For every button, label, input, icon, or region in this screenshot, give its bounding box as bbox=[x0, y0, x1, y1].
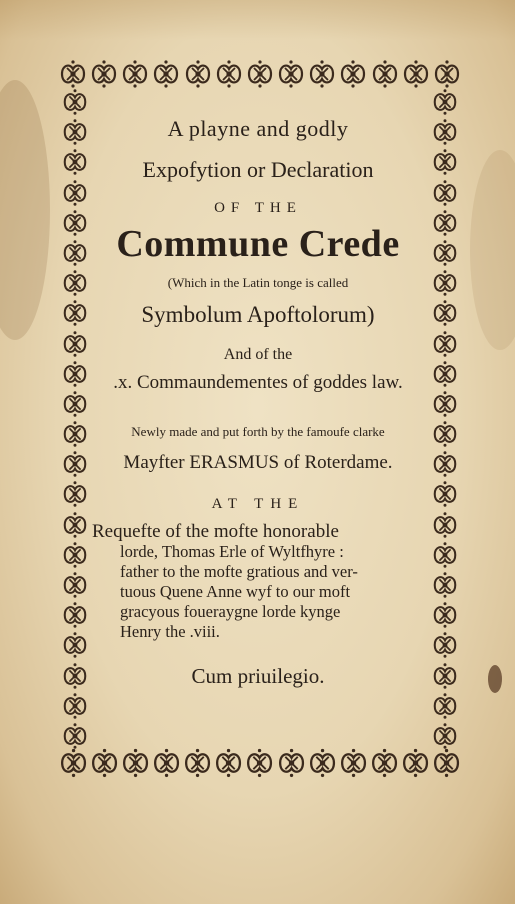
fleuron-knot-icon bbox=[307, 59, 337, 89]
fleuron-knot-icon bbox=[431, 88, 459, 116]
fleuron-knot-icon bbox=[431, 360, 459, 388]
fleuron-knot-icon bbox=[431, 330, 459, 358]
fleuron-knot-icon bbox=[431, 118, 459, 146]
fleuron-knot-icon bbox=[276, 59, 306, 89]
fleuron-knot-icon bbox=[431, 239, 459, 267]
fleuron-knot-icon bbox=[61, 118, 89, 146]
fleuron-knot-icon bbox=[245, 59, 275, 89]
fleuron-knot-icon bbox=[89, 59, 119, 89]
fleuron-knot-icon bbox=[431, 722, 459, 750]
fleuron-knot-icon bbox=[61, 360, 89, 388]
fleuron-knot-icon bbox=[183, 59, 213, 89]
dedication-line: Henry the .viii. bbox=[120, 622, 220, 641]
fleuron-knot-icon bbox=[61, 209, 89, 237]
fleuron-knot-icon bbox=[431, 148, 459, 176]
fleuron-knot-icon bbox=[61, 692, 89, 720]
page-edge-shading bbox=[0, 0, 515, 40]
author-name: Mayfter ERASMUS of Roterdame. bbox=[123, 452, 393, 473]
paper-stain bbox=[470, 150, 515, 350]
fleuron-knot-icon bbox=[213, 747, 244, 779]
main-title: Commune Crede bbox=[116, 223, 400, 265]
fleuron-knot-icon bbox=[431, 747, 462, 779]
fleuron-knot-icon bbox=[431, 450, 459, 478]
fleuron-knot-icon bbox=[431, 601, 459, 629]
fleuron-knot-icon bbox=[431, 390, 459, 418]
fleuron-knot-icon bbox=[61, 330, 89, 358]
dedication-line: Requefte of the mofte honorable bbox=[92, 521, 339, 542]
dedication-line: father to the mofte gratious and ver- bbox=[120, 562, 358, 581]
fleuron-knot-icon bbox=[431, 179, 459, 207]
fleuron-knot-icon bbox=[431, 571, 459, 599]
fleuron-knot-icon bbox=[61, 239, 89, 267]
title-line-8: .x. Commaundementes of goddes law. bbox=[113, 372, 403, 393]
fleuron-knot-icon bbox=[431, 209, 459, 237]
privilege-line: Cum priuilegio. bbox=[191, 664, 325, 688]
fleuron-knot-icon bbox=[369, 747, 400, 779]
fleuron-knot-icon bbox=[58, 59, 88, 89]
fleuron-knot-icon bbox=[151, 59, 181, 89]
fleuron-knot-icon bbox=[182, 747, 213, 779]
fleuron-knot-icon bbox=[61, 179, 89, 207]
fleuron-knot-icon bbox=[214, 59, 244, 89]
fleuron-knot-icon bbox=[61, 480, 89, 508]
fleuron-knot-icon bbox=[61, 269, 89, 297]
fleuron-knot-icon bbox=[120, 747, 151, 779]
fleuron-knot-icon bbox=[431, 692, 459, 720]
fleuron-knot-icon bbox=[431, 269, 459, 297]
fleuron-knot-icon bbox=[61, 722, 89, 750]
fleuron-knot-icon bbox=[338, 747, 369, 779]
fleuron-knot-icon bbox=[431, 662, 459, 690]
fleuron-knot-icon bbox=[120, 59, 150, 89]
fleuron-knot-icon bbox=[244, 747, 275, 779]
fleuron-knot-icon bbox=[61, 450, 89, 478]
dedication-line: tuous Quene Anne wyf to our moft bbox=[120, 582, 351, 601]
fleuron-knot-icon bbox=[61, 299, 89, 327]
fleuron-knot-icon bbox=[431, 511, 459, 539]
fleuron-knot-icon bbox=[61, 420, 89, 448]
fleuron-knot-icon bbox=[400, 747, 431, 779]
author-intro: Newly made and put forth by the famoufe clarke bbox=[131, 424, 385, 439]
fleuron-knot-icon bbox=[307, 747, 338, 779]
fleuron-knot-icon bbox=[370, 59, 400, 89]
fleuron-knot-icon bbox=[431, 541, 459, 569]
fleuron-knot-icon bbox=[89, 747, 120, 779]
paper-stain bbox=[0, 80, 50, 340]
fleuron-knot-icon bbox=[432, 59, 462, 89]
fleuron-knot-icon bbox=[431, 631, 459, 659]
title-line-5: (Which in the Latin tonge is called bbox=[167, 275, 349, 290]
fleuron-knot-icon bbox=[431, 480, 459, 508]
fleuron-knot-icon bbox=[58, 747, 89, 779]
fleuron-knot-icon bbox=[276, 747, 307, 779]
title-line-1: A playne and godly bbox=[167, 116, 349, 141]
dedication-line: lorde, Thomas Erle of Wyltfhyre : bbox=[120, 542, 344, 561]
dedication-text bbox=[92, 522, 416, 642]
fleuron-knot-icon bbox=[61, 541, 89, 569]
title-line-3: OF THE bbox=[214, 200, 302, 216]
fleuron-knot-icon bbox=[61, 571, 89, 599]
dedication-heading: AT THE bbox=[211, 496, 305, 512]
fleuron-knot-icon bbox=[431, 299, 459, 327]
dedication-line: gracyous foueraygne lorde kynge bbox=[120, 602, 341, 621]
fleuron-knot-icon bbox=[431, 420, 459, 448]
fleuron-knot-icon bbox=[401, 59, 431, 89]
ornamental-border-right bbox=[428, 88, 462, 750]
fleuron-knot-icon bbox=[61, 631, 89, 659]
title-line-7: And of the bbox=[223, 346, 293, 363]
fleuron-knot-icon bbox=[151, 747, 182, 779]
fleuron-knot-icon bbox=[338, 59, 368, 89]
title-line-2: Expofytion or Declaration bbox=[142, 157, 374, 182]
ornamental-border-left bbox=[58, 88, 92, 750]
title-line-6: Symbolum Apoftolorum) bbox=[141, 302, 375, 327]
fleuron-knot-icon bbox=[61, 390, 89, 418]
fleuron-knot-icon bbox=[61, 511, 89, 539]
fleuron-knot-icon bbox=[61, 662, 89, 690]
fleuron-knot-icon bbox=[61, 148, 89, 176]
fleuron-knot-icon bbox=[61, 88, 89, 116]
ornamental-border-top bbox=[58, 58, 462, 90]
ornamental-border-bottom bbox=[58, 746, 462, 780]
ink-blot bbox=[488, 665, 502, 693]
fleuron-knot-icon bbox=[61, 601, 89, 629]
